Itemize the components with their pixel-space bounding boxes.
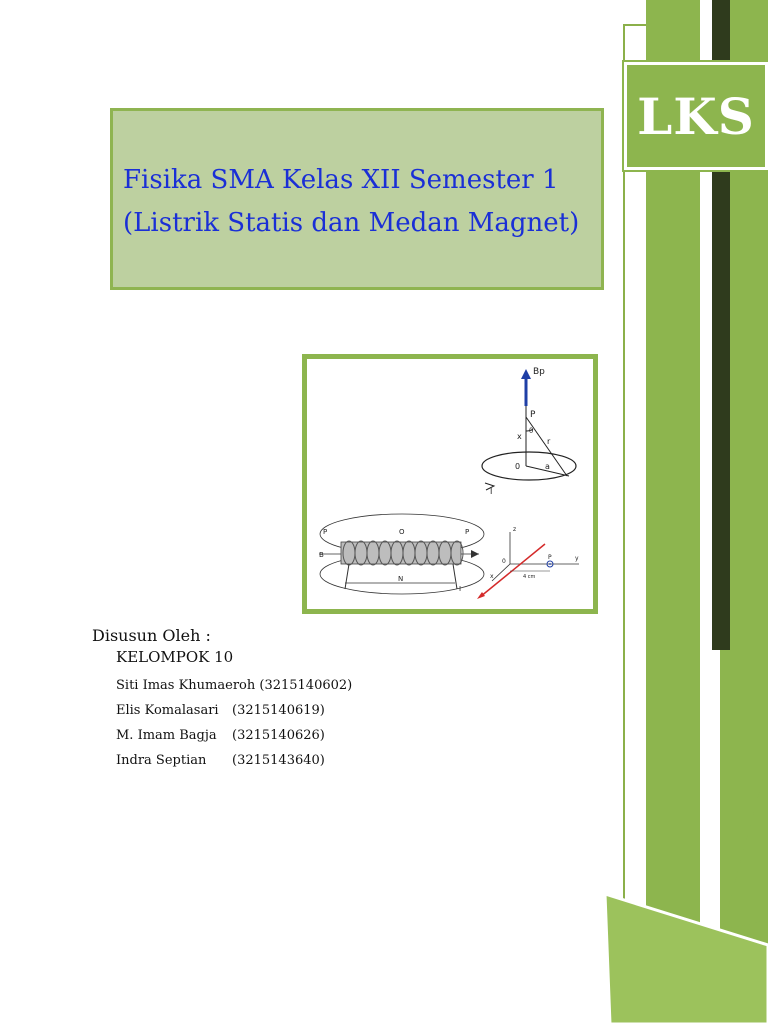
title-line-1: Fisika SMA Kelas XII Semester 1 — [123, 165, 559, 195]
author-name: M. Imam Bagja — [116, 728, 217, 743]
solenoid-diagram — [319, 514, 484, 594]
point-p-dot — [549, 563, 551, 565]
solenoid-body — [341, 542, 461, 564]
sol-label-o: O — [399, 528, 405, 536]
x-axis — [492, 564, 510, 581]
label-zero: 0 — [515, 462, 521, 471]
label-a: a — [545, 462, 550, 471]
sol-label-p-left: P — [323, 528, 328, 536]
author-id: (3215140626) — [232, 728, 325, 743]
current-loop — [482, 452, 576, 480]
physics-figure-frame — [302, 354, 598, 614]
author-name: Elis Komalasari — [116, 703, 219, 718]
b-arrow-right — [471, 550, 479, 558]
lead-right — [453, 564, 457, 589]
sol-label-p-right: P — [465, 528, 470, 536]
axes-label-z: z — [513, 526, 517, 533]
label-theta: θ — [529, 427, 534, 435]
lks-badge — [624, 62, 768, 170]
label-bp: Bp — [533, 367, 545, 377]
axes-label-p: P — [548, 554, 552, 561]
compiled-by-label: Disusun Oleh : — [92, 626, 211, 645]
label-i: I — [490, 487, 493, 496]
axes-label-dist: 4 cm — [523, 574, 536, 580]
axes-diagram — [477, 526, 579, 599]
decorative-green-triangle — [722, 760, 768, 930]
bp-arrowhead — [521, 369, 531, 379]
author-id: (3215140619) — [232, 703, 325, 718]
sol-label-b: B — [319, 551, 324, 559]
physics-figure — [307, 359, 593, 609]
wire-line — [480, 544, 545, 597]
title-panel — [110, 108, 604, 290]
lead-left — [345, 564, 349, 589]
label-x: x — [517, 432, 522, 441]
label-r: r — [547, 437, 551, 446]
author-id: (3215143640) — [232, 753, 325, 768]
axes-label-y: y — [575, 555, 579, 562]
sol-label-i: I — [459, 585, 462, 593]
author-name: Siti Imas Khumaeroh (3215140602) — [116, 678, 353, 693]
sol-label-n: N — [398, 575, 404, 583]
group-name: KELOMPOK 10 — [116, 648, 234, 666]
loop-diagram — [482, 367, 576, 496]
label-p: P — [530, 410, 536, 420]
title-line-2: (Listrik Statis dan Medan Magnet) — [123, 208, 580, 238]
author-name: Indra Septian — [116, 753, 207, 768]
axes-label-x: x — [490, 573, 494, 580]
axes-label-zero: 0 — [502, 558, 506, 565]
lks-badge-text: LKS — [637, 86, 755, 146]
decorative-corner-shapes — [600, 760, 768, 1024]
